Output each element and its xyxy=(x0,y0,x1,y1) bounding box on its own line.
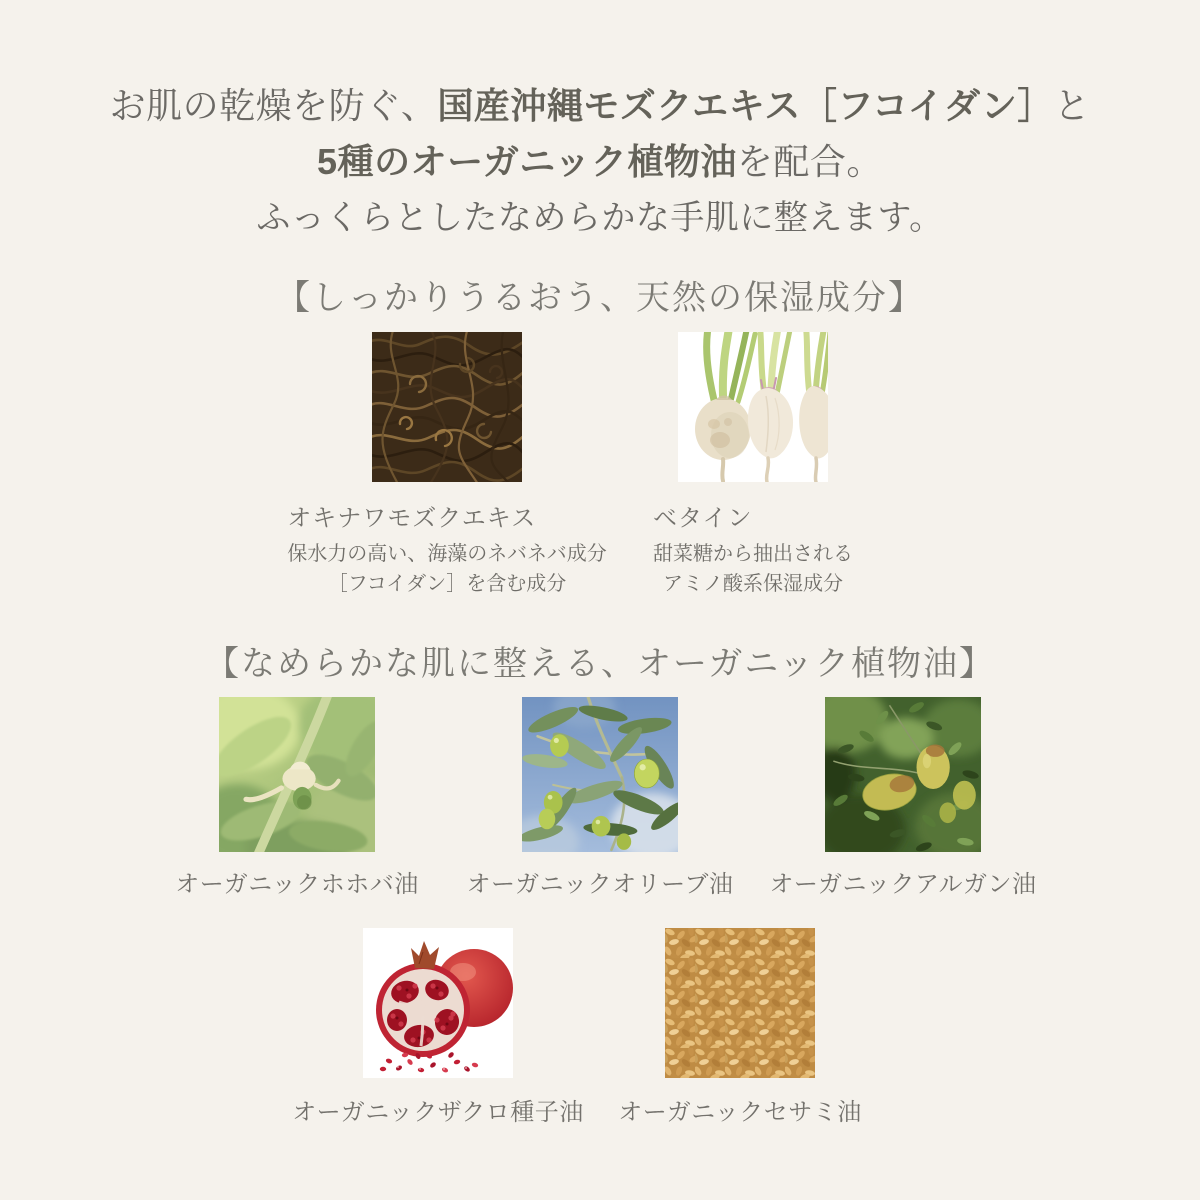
jojoba-photo-image xyxy=(219,697,375,852)
ingredient-description-line1: 甜菜糖から抽出される xyxy=(653,543,853,565)
olive-photo-image xyxy=(522,697,678,852)
argan-photo-image xyxy=(825,697,981,852)
ingredient-description-line2: アミノ酸系保湿成分 xyxy=(663,573,843,595)
oil-card-olive xyxy=(455,697,745,899)
ingredient-description xyxy=(287,539,607,599)
organic-oils-bottom-row xyxy=(0,928,1189,1127)
ingredient-description xyxy=(653,539,853,599)
oil-section-heading: 【なめらかな肌に整える、オーガニック植物油】 xyxy=(205,645,995,683)
okinawa-mozuku-seaweed-photo xyxy=(372,332,522,482)
intro-line1-post: と xyxy=(1053,85,1091,126)
okinawa-mozuku-seaweed-photo-image xyxy=(372,332,522,482)
oil-name: オーガニックオリーブ油 xyxy=(466,871,734,898)
oil-card-pomegranate xyxy=(290,928,586,1127)
ingredient-name: オキナワモズクエキス xyxy=(287,505,537,532)
jojoba-photo xyxy=(219,697,375,852)
ingredient-description-line1: 保水力の高い、海藻のネバネバ成分 xyxy=(287,543,607,565)
intro-line3: ふっくらとしたなめらかな手肌に整えます。 xyxy=(256,199,944,237)
oil-card-argan xyxy=(758,697,1048,899)
intro-line1 xyxy=(0,78,1200,134)
intro-line2 xyxy=(0,134,1200,190)
sugar-beet-photo xyxy=(678,332,828,482)
ingredient-caption-mozuku xyxy=(287,482,607,599)
sugar-beet-photo-image xyxy=(678,332,828,482)
ingredient-card-betaine xyxy=(605,332,901,599)
oil-card-sesame xyxy=(592,928,888,1127)
ingredient-card-mozuku xyxy=(287,332,607,599)
intro-text xyxy=(0,78,1200,246)
ingredient-name: ベタイン xyxy=(653,505,753,532)
olive-photo xyxy=(522,697,678,852)
oil-card-jojoba xyxy=(152,697,442,899)
pomegranate-photo-image xyxy=(363,928,513,1078)
intro-line1-bold: 国産沖縄モズクエキス［フコイダン］ xyxy=(437,85,1054,126)
moisture-section-heading: 【しっかりうるおう、天然の保湿成分】 xyxy=(276,279,924,317)
oil-name: オーガニックアルガン油 xyxy=(769,871,1037,898)
sesame-photo xyxy=(665,928,815,1078)
intro-line2-post: を配合。 xyxy=(736,141,883,182)
intro-line1-pre: お肌の乾燥を防ぐ、 xyxy=(109,85,438,126)
organic-oils-row xyxy=(0,697,1200,899)
oil-name: オーガニックホホバ油 xyxy=(175,871,419,898)
ingredient-description-line2: ［フコイダン］を含む成分 xyxy=(327,573,567,595)
ingredient-caption-betaine xyxy=(653,482,853,599)
argan-photo xyxy=(825,697,981,852)
oil-name: オーガニックセサミ油 xyxy=(618,1099,862,1126)
sesame-photo-image xyxy=(665,928,815,1078)
pomegranate-photo xyxy=(363,928,513,1078)
intro-line2-bold: 5種のオーガニック植物油 xyxy=(317,141,737,182)
oil-name: オーガニックザクロ種子油 xyxy=(292,1099,584,1126)
moisture-ingredients-row xyxy=(0,332,1200,599)
